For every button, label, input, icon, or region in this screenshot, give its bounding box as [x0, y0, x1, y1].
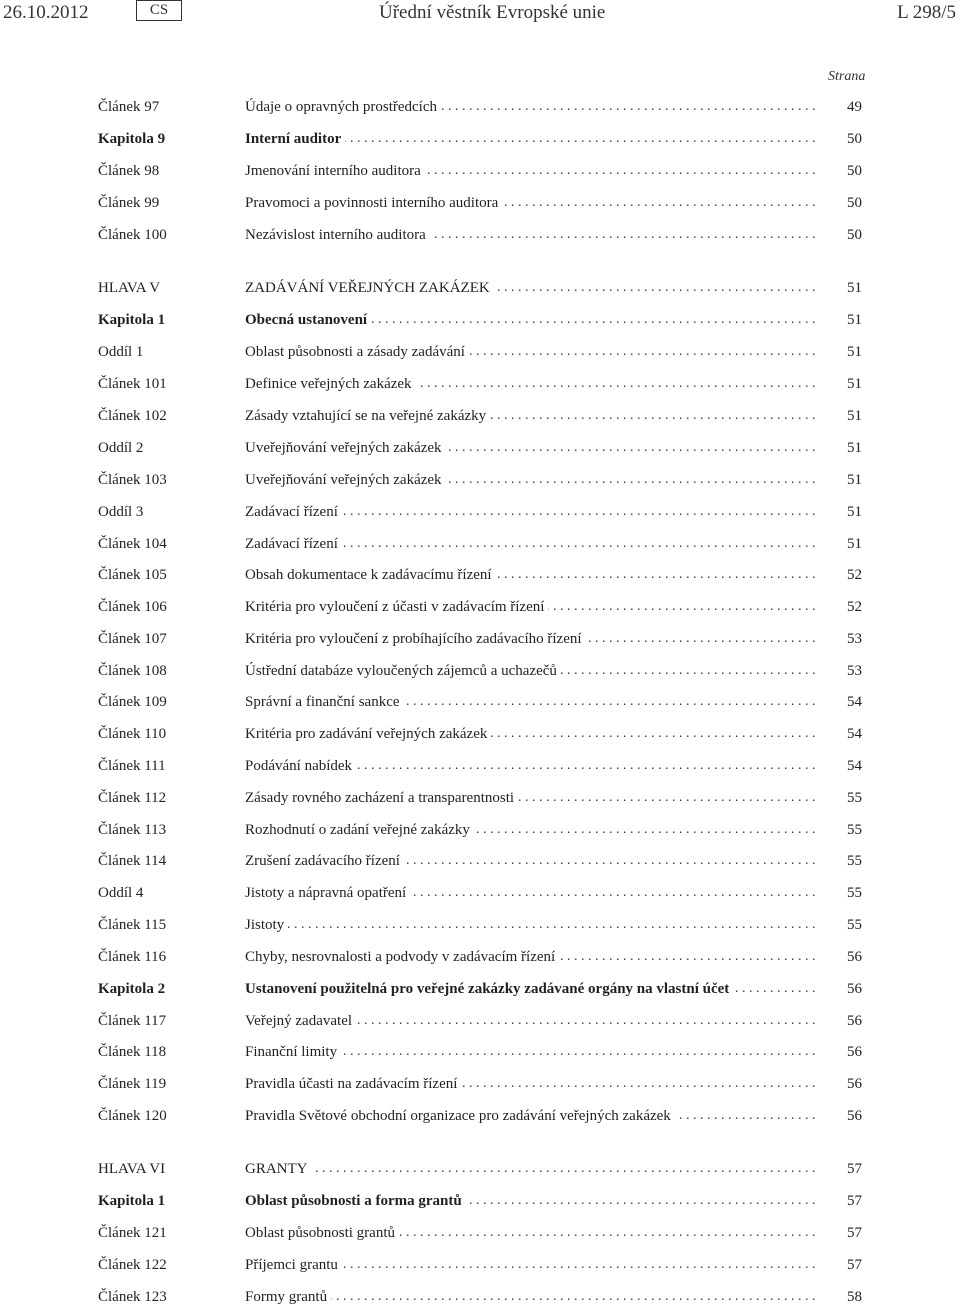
- toc-entry-page: 56: [847, 1108, 862, 1124]
- toc-entry-label: Článek 113: [98, 822, 167, 838]
- toc-entry-label: Článek 121: [98, 1225, 167, 1241]
- toc-entry-title-leader: [245, 819, 815, 841]
- toc-entry: [0, 850, 960, 872]
- toc-entry-page: 57: [847, 1161, 862, 1177]
- toc-entry-page: 52: [847, 567, 862, 583]
- toc-entry-page: 51: [847, 536, 862, 552]
- toc-entry-page: 55: [847, 790, 862, 806]
- toc-entry-label: Kapitola 1: [98, 1193, 166, 1209]
- toc-entry-title-leader: [245, 437, 815, 459]
- toc-entry-label: Článek 98: [98, 163, 160, 179]
- toc-entry-title: Pravidla Světové obchodní organizace pro zadávání veřejných zakázek: [245, 1108, 675, 1124]
- toc-entry-title: Kritéria pro vyloučení z probíhajícího zadávacího řízení: [245, 631, 586, 647]
- toc-entry-label: Článek 107: [98, 631, 167, 647]
- toc-entry-page: 51: [847, 472, 862, 488]
- toc-entry-label: Článek 119: [98, 1076, 167, 1092]
- toc-entry-title: Podávání nabídek: [245, 758, 356, 774]
- toc-entry-label: Článek 97: [98, 99, 160, 115]
- toc-entry-title: Ustanovení použitelná pro veřejné zakázky zadávané orgány na vlastní účet: [245, 981, 733, 997]
- toc-entry-title: Zrušení zadávacího řízení: [245, 853, 404, 869]
- toc-entry: [0, 1254, 960, 1276]
- toc-entry-label: Článek 111: [98, 758, 166, 774]
- toc-entry: [0, 224, 960, 246]
- language-badge: CS: [136, 0, 182, 21]
- toc-entry-page: 53: [847, 663, 862, 679]
- toc-entry-title: Jistoty: [245, 917, 288, 933]
- toc-entry-page: 55: [847, 885, 862, 901]
- toc-entry-title-leader: [245, 501, 815, 523]
- toc-entry-page: 54: [847, 694, 862, 710]
- toc-entry: [0, 691, 960, 713]
- toc-entry: [0, 660, 960, 682]
- toc-entry-label: Oddíl 3: [98, 504, 144, 520]
- toc-entry-title-leader: [245, 691, 815, 713]
- toc-entry-title-leader: [245, 978, 815, 1000]
- toc-entry: [0, 277, 960, 299]
- toc-entry-title-leader: [245, 1222, 815, 1244]
- toc-entry-title: Veřejný zadavatel: [245, 1013, 356, 1029]
- toc-entry: [0, 1105, 960, 1127]
- toc-entry: [0, 501, 960, 523]
- toc-entry-label: Článek 99: [98, 195, 160, 211]
- toc-entry-title-leader: [245, 1010, 815, 1032]
- toc-entry-title: Zásady rovného zacházení a transparentnosti: [245, 790, 518, 806]
- toc-entry-title: Chyby, nesrovnalosti a podvody v zadávacím řízení: [245, 949, 559, 965]
- toc-entry-title: Jmenování interního auditora: [245, 163, 425, 179]
- toc-entry: [0, 1010, 960, 1032]
- toc-entry-label: Článek 122: [98, 1257, 167, 1273]
- toc-entry-title-leader: [245, 1105, 815, 1127]
- toc-entry-title: Rozhodnutí o zadání veřejné zakázky: [245, 822, 474, 838]
- toc-entry-label: Článek 101: [98, 376, 167, 392]
- toc-entry-page: 56: [847, 1076, 862, 1092]
- toc-entry-page: 51: [847, 408, 862, 424]
- toc-entry-title-leader: [245, 1254, 815, 1276]
- toc-entry-title: Pravomoci a povinnosti interního auditora: [245, 195, 502, 211]
- toc-entry-title-leader: [245, 277, 815, 299]
- toc-entry: [0, 755, 960, 777]
- toc-entry-title-leader: [245, 882, 815, 904]
- toc-entry: [0, 978, 960, 1000]
- page-reference: L 298/5: [897, 2, 956, 23]
- toc-entry-title: Ústřední databáze vyloučených zájemců a uchazečů: [245, 663, 561, 679]
- toc-entry-label: Článek 110: [98, 726, 167, 742]
- toc-entry-title-leader: [245, 96, 815, 118]
- toc-entry-title-leader: [245, 787, 815, 809]
- toc-entry-label: Článek 104: [98, 536, 167, 552]
- toc-entry-label: Článek 103: [98, 472, 167, 488]
- toc-entry-title-leader: [245, 1041, 815, 1063]
- toc-entry-title-leader: [245, 628, 815, 650]
- toc-entry-title-leader: [245, 596, 815, 618]
- toc-entry-title: GRANTY: [245, 1161, 312, 1177]
- toc-entry-title-leader: [245, 850, 815, 872]
- toc-entry-page: 54: [847, 758, 862, 774]
- toc-entry-title-leader: [245, 128, 815, 150]
- toc-entry-page: 57: [847, 1225, 862, 1241]
- toc-entry-page: 58: [847, 1289, 862, 1305]
- toc-entry-label: Článek 118: [98, 1044, 167, 1060]
- toc-entry-title-leader: [245, 533, 815, 555]
- toc-entry-title-leader: [245, 564, 815, 586]
- toc-entry: [0, 1222, 960, 1244]
- toc-entry-title-leader: [245, 1158, 815, 1180]
- publication-date: 26.10.2012: [3, 2, 89, 23]
- toc-entry-page: 51: [847, 312, 862, 328]
- toc-entry: [0, 946, 960, 968]
- toc-entry: [0, 192, 960, 214]
- toc-entry-title-leader: [245, 405, 815, 427]
- toc-entry-label: Článek 123: [98, 1289, 167, 1305]
- toc-entry: [0, 373, 960, 395]
- toc-entry-page: 56: [847, 1013, 862, 1029]
- toc-entry-title: Zadávací řízení: [245, 536, 342, 552]
- toc-entry-title: Formy grantů: [245, 1289, 331, 1305]
- toc-entry-title-leader: [245, 373, 815, 395]
- toc-entry: [0, 469, 960, 491]
- toc-entry-page: 52: [847, 599, 862, 615]
- toc-entry-page: 50: [847, 131, 862, 147]
- toc-entry-title-leader: [245, 224, 815, 246]
- toc-entry-title-leader: [245, 914, 815, 936]
- toc-entry: [0, 128, 960, 150]
- toc-entry-title: Interní auditor: [245, 131, 345, 147]
- toc-entry-label: Článek 114: [98, 853, 167, 869]
- toc-entry: [0, 787, 960, 809]
- toc-entry: [0, 1190, 960, 1212]
- toc-entry: [0, 723, 960, 745]
- toc-entry-page: 51: [847, 504, 862, 520]
- toc-entry-label: Kapitola 2: [98, 981, 166, 997]
- toc-entry: [0, 1041, 960, 1063]
- toc-entry-label: Oddíl 2: [98, 440, 144, 456]
- toc-entry-page: 54: [847, 726, 862, 742]
- toc-entry-title-leader: [245, 755, 815, 777]
- toc-entry-title-leader: [245, 1286, 815, 1308]
- toc-entry-page: 57: [847, 1257, 862, 1273]
- toc-entry-title: Pravidla účasti na zadávacím řízení: [245, 1076, 461, 1092]
- toc-entry-title-leader: [245, 309, 815, 331]
- toc-entry-label: Oddíl 1: [98, 344, 144, 360]
- toc-entry-title-leader: [245, 723, 815, 745]
- toc-entry: [0, 160, 960, 182]
- journal-title: Úřední věstník Evropské unie: [379, 2, 606, 23]
- toc-entry-title-leader: [245, 160, 815, 182]
- toc-entry-label: Článek 108: [98, 663, 167, 679]
- toc-entry-page: 49: [847, 99, 862, 115]
- toc-entry-page: 56: [847, 1044, 862, 1060]
- toc-entry-title: Údaje o opravných prostředcích: [245, 99, 441, 115]
- toc-entry-page: 50: [847, 163, 862, 179]
- toc-entry: [0, 533, 960, 555]
- toc-entry-title: Kritéria pro vyloučení z účasti v zadávacím řízení: [245, 599, 548, 615]
- toc-entry-page: 57: [847, 1193, 862, 1209]
- toc-entry-title: Zásady vztahující se na veřejné zakázky: [245, 408, 490, 424]
- toc-entry-page: 56: [847, 949, 862, 965]
- toc-entry-label: Kapitola 9: [98, 131, 166, 147]
- toc-entry-title: Zadávací řízení: [245, 504, 342, 520]
- toc-entry-title-leader: [245, 1073, 815, 1095]
- toc-entry-label: Článek 100: [98, 227, 167, 243]
- toc-entry-title: ZADÁVÁNÍ VEŘEJNÝCH ZAKÁZEK: [245, 280, 494, 296]
- toc-entry: [0, 1158, 960, 1180]
- toc-entry-page: 53: [847, 631, 862, 647]
- toc-entry-page: 51: [847, 440, 862, 456]
- toc-entry-title-leader: [245, 1190, 815, 1212]
- toc-entry-title: Příjemci grantu: [245, 1257, 342, 1273]
- toc-entry: [0, 564, 960, 586]
- toc-entry: [0, 628, 960, 650]
- toc-entry-page: 50: [847, 195, 862, 211]
- toc-entry-title-leader: [245, 946, 815, 968]
- toc-entry-label: Článek 115: [98, 917, 167, 933]
- toc-entry-title-leader: [245, 341, 815, 363]
- toc-entry-label: Článek 105: [98, 567, 167, 583]
- toc-entry-title: Obecná ustanovení: [245, 312, 371, 328]
- toc-entry-title: Kritéria pro zadávání veřejných zakázek: [245, 726, 491, 742]
- toc-entry: [0, 309, 960, 331]
- toc-entry-title: Oblast působnosti a zásady zadávání: [245, 344, 469, 360]
- toc-entry-page: 55: [847, 917, 862, 933]
- toc-entry-title: Oblast působnosti a forma grantů: [245, 1193, 466, 1209]
- toc-entry-label: Článek 116: [98, 949, 167, 965]
- toc-entry-label: Kapitola 1: [98, 312, 166, 328]
- toc-entry-page: 51: [847, 376, 862, 392]
- toc-entry-page: 56: [847, 981, 862, 997]
- toc-entry-title: Jistoty a nápravná opatření: [245, 885, 410, 901]
- toc-entry-title-leader: [245, 192, 815, 214]
- toc-entry: [0, 1073, 960, 1095]
- toc-entry-label: HLAVA V: [98, 280, 161, 296]
- page-column-heading: Strana: [828, 69, 866, 84]
- toc-entry: [0, 437, 960, 459]
- toc-entry: [0, 1286, 960, 1308]
- toc-entry-title: Obsah dokumentace k zadávacímu řízení: [245, 567, 496, 583]
- toc-entry: [0, 405, 960, 427]
- toc-entry-title-leader: [245, 660, 815, 682]
- toc-entry: [0, 96, 960, 118]
- toc-entry: [0, 882, 960, 904]
- toc-entry-title: Uveřejňování veřejných zakázek: [245, 472, 446, 488]
- toc-entry-label: Článek 106: [98, 599, 167, 615]
- toc-entry: [0, 914, 960, 936]
- toc-entry-label: Článek 112: [98, 790, 167, 806]
- toc-entry-label: HLAVA VI: [98, 1161, 166, 1177]
- toc-entry-label: Článek 109: [98, 694, 167, 710]
- toc-entry: [0, 596, 960, 618]
- toc-entry-title: Finanční limity: [245, 1044, 341, 1060]
- toc-entry-title: Definice veřejných zakázek: [245, 376, 416, 392]
- toc-entry-title: Uveřejňování veřejných zakázek: [245, 440, 446, 456]
- toc-entry-title-leader: [245, 469, 815, 491]
- toc-entry-page: 55: [847, 853, 862, 869]
- toc-entry-page: 51: [847, 344, 862, 360]
- toc-entry-page: 55: [847, 822, 862, 838]
- toc-entry: [0, 341, 960, 363]
- toc-entry-title: Správní a finanční sankce: [245, 694, 404, 710]
- toc-entry-label: Článek 117: [98, 1013, 167, 1029]
- toc-entry-page: 50: [847, 227, 862, 243]
- toc-entry-label: Článek 102: [98, 408, 167, 424]
- toc-entry-label: Oddíl 4: [98, 885, 144, 901]
- toc-entry-title: Nezávislost interního auditora: [245, 227, 430, 243]
- toc-entry-page: 51: [847, 280, 862, 296]
- toc-entry-title: Oblast působnosti grantů: [245, 1225, 399, 1241]
- toc-entry: [0, 819, 960, 841]
- toc-entry-label: Článek 120: [98, 1108, 167, 1124]
